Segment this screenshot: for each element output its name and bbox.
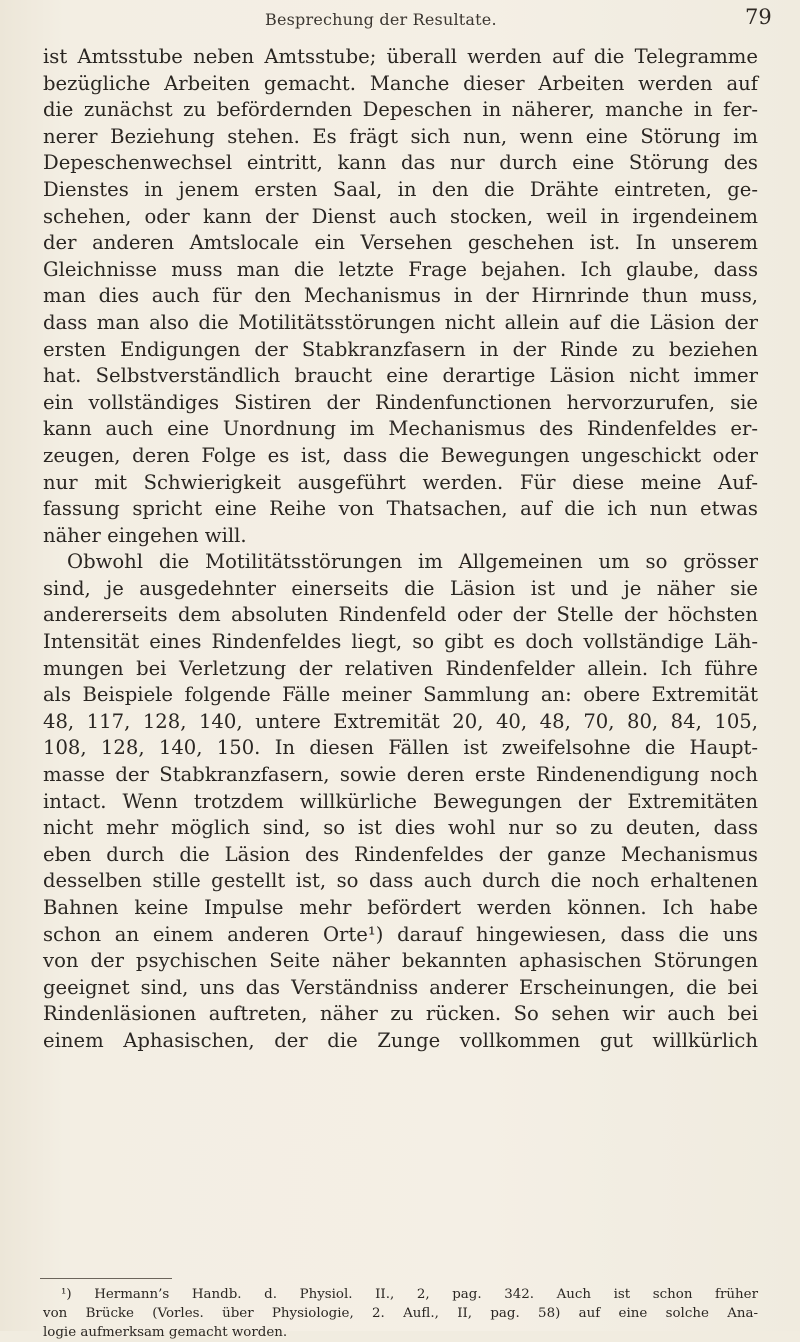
text-line: von der psychischen Seite näher bekannten aphasischen Störungen	[43, 949, 758, 973]
footnote-line: von Brücke (Vorles. über Physiologie, 2. Aufl., II, pag. 58) auf eine solche Ana-	[43, 1306, 758, 1321]
footnote-divider	[40, 1278, 172, 1279]
footnote-line: ¹) Hermann’s Handb. d. Physiol. II., 2, pag. 342. Auch ist schon früher	[61, 1287, 758, 1302]
text-line: nur mit Schwierigkeit ausgeführt werden. Für diese meine Auf-	[43, 470, 758, 494]
text-line: sind, je ausgedehnter einerseits die Läsion ist und je näher sie	[43, 576, 758, 600]
text-line: eben durch die Läsion des Rindenfeldes der ganze Mechanismus	[43, 842, 758, 866]
text-line: die zunächst zu befördernden Depeschen in näherer, manche in fer-	[43, 98, 758, 122]
text-line: zeugen, deren Folge es ist, dass die Bewegungen ungeschickt oder	[43, 443, 758, 467]
paragraph-start-line: Obwohl die Motilitätsstörungen im Allgemeinen um so grösser	[67, 550, 758, 574]
text-line: 108, 128, 140, 150. In diesen Fällen ist zweifelsohne die Haupt-	[43, 736, 758, 760]
text-line: Rindenläsionen auftreten, näher zu rücken. So sehen wir auch bei	[43, 1002, 758, 1026]
text-line: andererseits dem absoluten Rindenfeld oder der Stelle der höchsten	[43, 603, 758, 627]
text-line: dass man also die Motilitätsstörungen nicht allein auf die Läsion der	[43, 310, 758, 334]
text-line: ein vollständiges Sistiren der Rindenfunctionen hervorzurufen, sie	[43, 390, 758, 414]
text-line: man dies auch für den Mechanismus in der Hirnrinde thun muss,	[43, 284, 758, 308]
text-line: Bahnen keine Impulse mehr befördert werden können. Ich habe	[43, 896, 758, 919]
text-line: bezügliche Arbeiten gemacht. Manche dieser Arbeiten werden auf	[43, 71, 758, 95]
text-line: 48, 117, 128, 140, untere Extremität 20, 40, 48, 70, 80, 84, 105,	[43, 709, 758, 733]
text-line: Gleichnisse muss man die letzte Frage bejahen. Ich glaube, dass	[43, 257, 758, 281]
paragraph-end-line: näher eingehen will.	[43, 523, 247, 547]
text-line: intact. Wenn trotzdem willkürliche Bewegungen der Extremitäten	[43, 789, 758, 813]
text-line: ersten Endigungen der Stabkranzfasern in der Rinde zu beziehen	[43, 337, 758, 361]
text-line: schon an einem anderen Orte¹) darauf hingewiesen, dass die uns	[43, 922, 758, 946]
text-line: fassung spricht eine Reihe von Thatsachen, auf die ich nun etwas	[43, 497, 758, 521]
text-line: mungen bei Verletzung der relativen Rindenfelder allein. Ich führe	[43, 656, 758, 680]
text-line: geeignet sind, uns das Verständniss anderer Erscheinungen, die bei	[43, 975, 758, 999]
footnotes	[43, 1285, 758, 1342]
text-line: nerer Beziehung stehen. Es frägt sich nun, wenn eine Störung im	[43, 124, 758, 148]
body-text	[43, 44, 758, 1055]
text-line: ist Amtsstube neben Amtsstube; überall werden auf die Telegramme	[43, 45, 758, 68]
text-line: hat. Selbstverständlich braucht eine derartige Läsion nicht immer	[43, 364, 758, 388]
text-line: desselben stille gestellt ist, so dass auch durch die noch erhaltenen	[43, 869, 758, 893]
text-line: der anderen Amtslocale ein Versehen geschehen ist. In unserem	[43, 231, 758, 255]
text-line: als Beispiele folgende Fälle meiner Sammlung an: obere Extremität	[43, 683, 758, 707]
page-number: 79	[745, 5, 772, 29]
text-line: Intensität eines Rindenfeldes liegt, so gibt es doch vollständige Läh-	[43, 630, 758, 654]
running-head	[0, 4, 800, 30]
text-line: schehen, oder kann der Dienst auch stocken, weil in irgendeinem	[43, 204, 758, 228]
footnote-line: logie aufmerksam gemacht worden.	[43, 1325, 288, 1340]
text-line: kann auch eine Unordnung im Mechanismus des Rindenfeldes er-	[43, 417, 758, 441]
text-line: einem Aphasischen, der die Zunge vollkommen gut willkürlich	[43, 1028, 758, 1052]
running-title: Besprechung der Resultate.	[265, 10, 497, 29]
text-line: nicht mehr möglich sind, so ist dies wohl nur so zu deuten, dass	[43, 816, 758, 840]
text-line: masse der Stabkranzfasern, sowie deren erste Rindenendigung noch	[43, 763, 758, 787]
text-line: Dienstes in jenem ersten Saal, in den die Drähte eintreten, ge-	[43, 177, 758, 201]
text-line: Depeschenwechsel eintritt, kann das nur durch eine Störung des	[43, 151, 758, 175]
